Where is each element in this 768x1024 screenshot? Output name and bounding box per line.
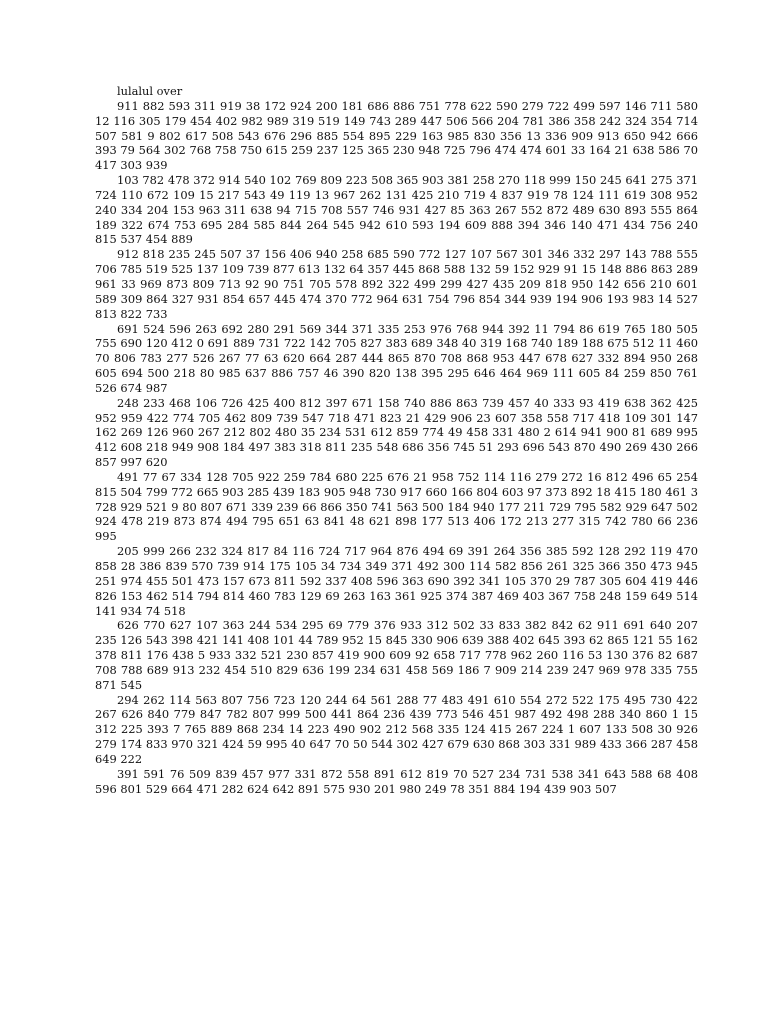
number-paragraph-1: 911 882 593 311 919 38 172 924 200 181 686 886 751 778 622 590 279 722 499 597 146 711 580 12 116 305 179 454 402 982 989 319 519 149 743 289 447 506 566 204 781 386 358 242 324 354 714 507 581 9 802 617 508 543 676 296 885 554 895 229 163 985 830 356 13 336 909 913 650 942 666 393 79 564 302 768 758 750 615 259 237 125 365 230 948 725 796 474 474 601 33 164 21 638 586 70 417 303 939: [95, 98, 698, 173]
number-paragraph-4: 691 524 596 263 692 280 291 569 344 371 335 253 976 768 944 392 11 794 86 619 765 180 505 755 690 120 412 0 691 889 731 722 142 705 827 383 689 348 40 319 168 740 189 188 675 512 11 460 70 806 783 277 526 267 77 63 620 664 287 444 865 870 708 868 953 447 678 627 332 894 950 268 605 694 500 218 80 985 637 886 757 46 390 820 138 395 295 646 464 969 111 605 84 259 850 761 526 674 987: [95, 321, 698, 395]
number-paragraph-2: 103 782 478 372 914 540 102 769 809 223 508 365 903 381 258 270 118 999 150 245 641 275 371 724 110 672 109 15 217 543 49 119 13 967 262 131 425 210 719 4 837 919 78 124 111 619 308 952 240 334 204 153 963 311 638 94 715 708 557 746 931 427 85 363 267 552 872 489 630 893 555 864 189 322 674 753 695 284 585 844 264 545 942 610 593 194 609 888 394 346 140 471 434 756 240 815 537 454 889: [95, 173, 698, 247]
number-paragraph-8: 626 770 627 107 363 244 534 295 69 779 376 933 312 502 33 833 382 842 62 911 691 640 207 235 126 543 398 421 141 408 101 44 789 952 15 845 330 906 639 388 402 645 393 62 865 121 55 162 378 811 176 438 5 933 332 521 230 857 419 900 609 92 658 717 778 962 260 116 53 130 376 82 687 708 788 689 913 232 454 510 829 636 199 234 631 458 569 186 7 909 214 239 247 969 978 335 755 871 545: [95, 618, 698, 692]
number-paragraph-5: 248 233 468 106 726 425 400 812 397 671 158 740 886 863 739 457 40 333 93 419 638 362 425 952 959 422 774 705 462 809 739 547 718 471 823 21 429 906 23 607 358 558 717 418 109 301 147 162 269 126 960 267 212 802 480 35 234 531 612 859 774 49 458 331 480 2 614 941 900 81 689 995 412 608 218 949 908 184 497 383 318 811 235 548 686 356 745 51 293 696 543 870 490 269 430 266 857 997 620: [95, 395, 698, 470]
number-paragraph-10: 391 591 76 509 839 457 977 331 872 558 891 612 819 70 527 234 731 538 341 643 588 68 408 596 801 529 664 471 282 624 642 891 575 930 201 980 249 78 351 884 194 439 903 507: [95, 766, 698, 796]
number-paragraph-7: 205 999 266 232 324 817 84 116 724 717 964 876 494 69 391 264 356 385 592 128 292 119 470 858 28 386 839 570 739 914 175 105 34 734 349 371 492 300 114 582 856 261 325 366 350 473 945 251 974 455 501 473 157 673 811 592 337 408 596 363 690 392 341 105 370 29 787 305 604 419 446 826 153 462 514 794 814 460 783 129 69 263 163 361 925 374 387 469 403 367 758 248 159 649 514 141 934 74 518: [95, 544, 698, 618]
number-paragraph-6: 491 77 67 334 128 705 922 259 784 680 225 676 21 958 752 114 116 279 272 16 812 496 65 254 815 504 799 772 665 903 285 439 183 905 948 730 917 660 166 804 603 97 373 892 18 415 180 461 3 728 929 521 9 80 807 671 339 239 66 866 350 741 563 500 184 940 177 211 729 795 582 929 647 502 924 478 219 873 874 494 795 651 63 841 48 621 898 177 513 406 172 213 277 315 742 780 66 236 995: [95, 469, 698, 544]
number-paragraph-3: 912 818 235 245 507 37 156 406 940 258 685 590 772 127 107 567 301 346 332 297 143 788 555 706 785 519 525 137 109 739 877 613 132 64 357 445 868 588 132 59 152 929 91 15 148 886 863 289 961 33 969 873 809 713 92 90 751 705 578 892 322 499 299 427 435 209 818 950 142 656 210 601 589 309 864 327 931 854 657 445 474 370 772 964 631 754 796 854 344 939 194 906 193 983 14 527 813 822 733: [95, 247, 698, 321]
document-page: [95, 84, 698, 797]
document-heading: lulalul over: [117, 84, 183, 98]
number-paragraph-9: 294 262 114 563 807 756 723 120 244 64 561 288 77 483 491 610 554 272 522 175 495 730 422 267 626 840 779 847 782 807 999 500 441 864 236 439 773 546 451 987 492 498 288 340 860 1 15 312 225 393 7 765 889 868 234 14 223 490 902 212 568 335 124 415 267 224 1 607 133 508 30 926 279 174 833 970 321 424 59 995 40 647 70 50 544 302 427 679 630 868 303 331 989 433 366 287 458 649 222: [95, 692, 698, 766]
